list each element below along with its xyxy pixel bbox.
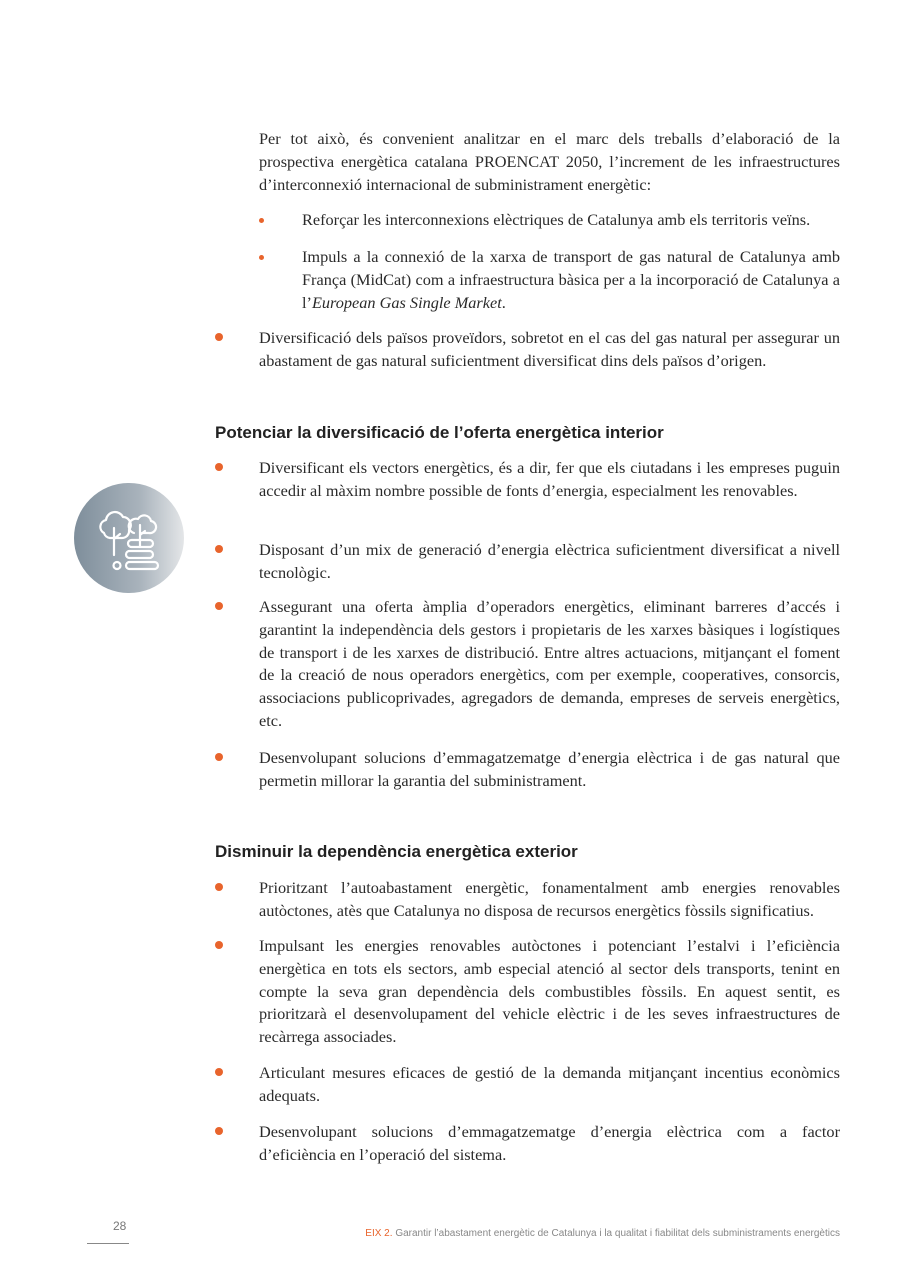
section-heading: Potenciar la diversificació de l’oferta energètica interior <box>215 423 664 442</box>
bullet-icon <box>215 333 223 341</box>
bullet-text: Articulant mesures eficaces de gestió de la demanda mitjançant incentius econòmics adequats. <box>259 1063 840 1105</box>
bullet-icon <box>215 463 223 471</box>
bullet-icon <box>215 1068 223 1076</box>
bullet-text: Desenvolupant solucions d’emmagatzematge d’energia elèctrica com a factor d’eficiència en l’operació del sistema. <box>259 1122 840 1164</box>
bullet-text: Desenvolupant solucions d’emmagatzematge d’energia elèctrica i de gas natural que permetin millorar la garantia del subministrament. <box>259 748 840 790</box>
bullet-text: Disposant d’un mix de generació d’energia elèctrica suficientment diversificat a nivell tecnològic. <box>259 540 840 582</box>
sub-bullet-italic: European Gas Single Market <box>311 292 502 312</box>
intro-paragraph: Per tot això, és convenient analitzar en el marc dels treballs d’elaboració de la prospectiva energètica catalana PROENCAT 2050, l’increment de les infraestructures d’interconnexió internacional de subministrament energètic: <box>259 129 840 194</box>
bullet-icon <box>215 602 223 610</box>
bullet-text: Prioritzant l’autoabastament energètic, fonamentalment amb energies renovables autòctones, atès que Catalunya no disposa de recursos energètics fòssils significatius. <box>259 878 840 920</box>
bullet-icon <box>215 941 223 949</box>
page-number-rule <box>87 1243 129 1244</box>
trees-and-logs-icon <box>74 483 184 593</box>
sub-bullet-tail: . <box>501 292 506 312</box>
bullet-icon <box>215 753 223 761</box>
bullet-icon <box>259 255 264 260</box>
bullet-text: Impulsant les energies renovables autòctones i potenciant l’estalvi i l’eficiència energètica en tots els sectors, amb especial atenció al sector dels transports, tenint en compte la seva gran dependència dels combustibles fòssils. En aquest sentit, es prioritzarà el desenvolupament del vehicle elèctric i de les seves infraestructures de recàrrega associades. <box>259 936 840 1047</box>
footer-title: Garantir l’abastament energètic de Catalunya i la qualitat i fiabilitat dels subministraments energètics <box>395 1228 840 1239</box>
section-heading: Disminuir la dependència energètica exterior <box>215 842 578 861</box>
running-footer <box>365 1228 840 1239</box>
bullet-icon <box>215 1127 223 1135</box>
sub-bullet-text: Reforçar les interconnexions elèctriques de Catalunya amb els territoris veïns. <box>302 210 811 229</box>
sub-bullet-text-main: Impuls a la connexió de la xarxa de transport de gas natural de Catalunya amb França (MidCat) com a infraestructura bàsica per a la incorporació de Catalunya a l’ <box>302 247 840 312</box>
bullet-icon <box>215 883 223 891</box>
bullet-icon <box>215 545 223 553</box>
sub-bullet-text <box>302 246 840 314</box>
footer-axis-label: EIX 2. <box>365 1228 393 1239</box>
bullet-text: Diversificant els vectors energètics, és a dir, fer que els ciutadans i les empreses puguin accedir al màxim nombre possible de fonts d’energia, especialment les renovables. <box>259 458 840 500</box>
page-number: 28 <box>113 1219 127 1233</box>
bullet-icon <box>259 218 264 223</box>
bullet-text: Assegurant una oferta àmplia d’operadors energètics, eliminant barreres d’accés i garantint la independència dels gestors i propietaris de les xarxes bàsiques i logístiques de transport i de les xarxes de distribució. Entre altres actuacions, mitjançant el foment de la creació de nous operadors energètics, com per exemple, cooperatives, consorcis, associacions publicoprivades, agregadors de demanda, empreses de serveis energètics, etc. <box>259 597 840 730</box>
bullet-text: Diversificació dels països proveïdors, sobretot en el cas del gas natural per assegurar un abastament de gas natural suficientment diversificat dins dels països d’origen. <box>259 328 840 370</box>
